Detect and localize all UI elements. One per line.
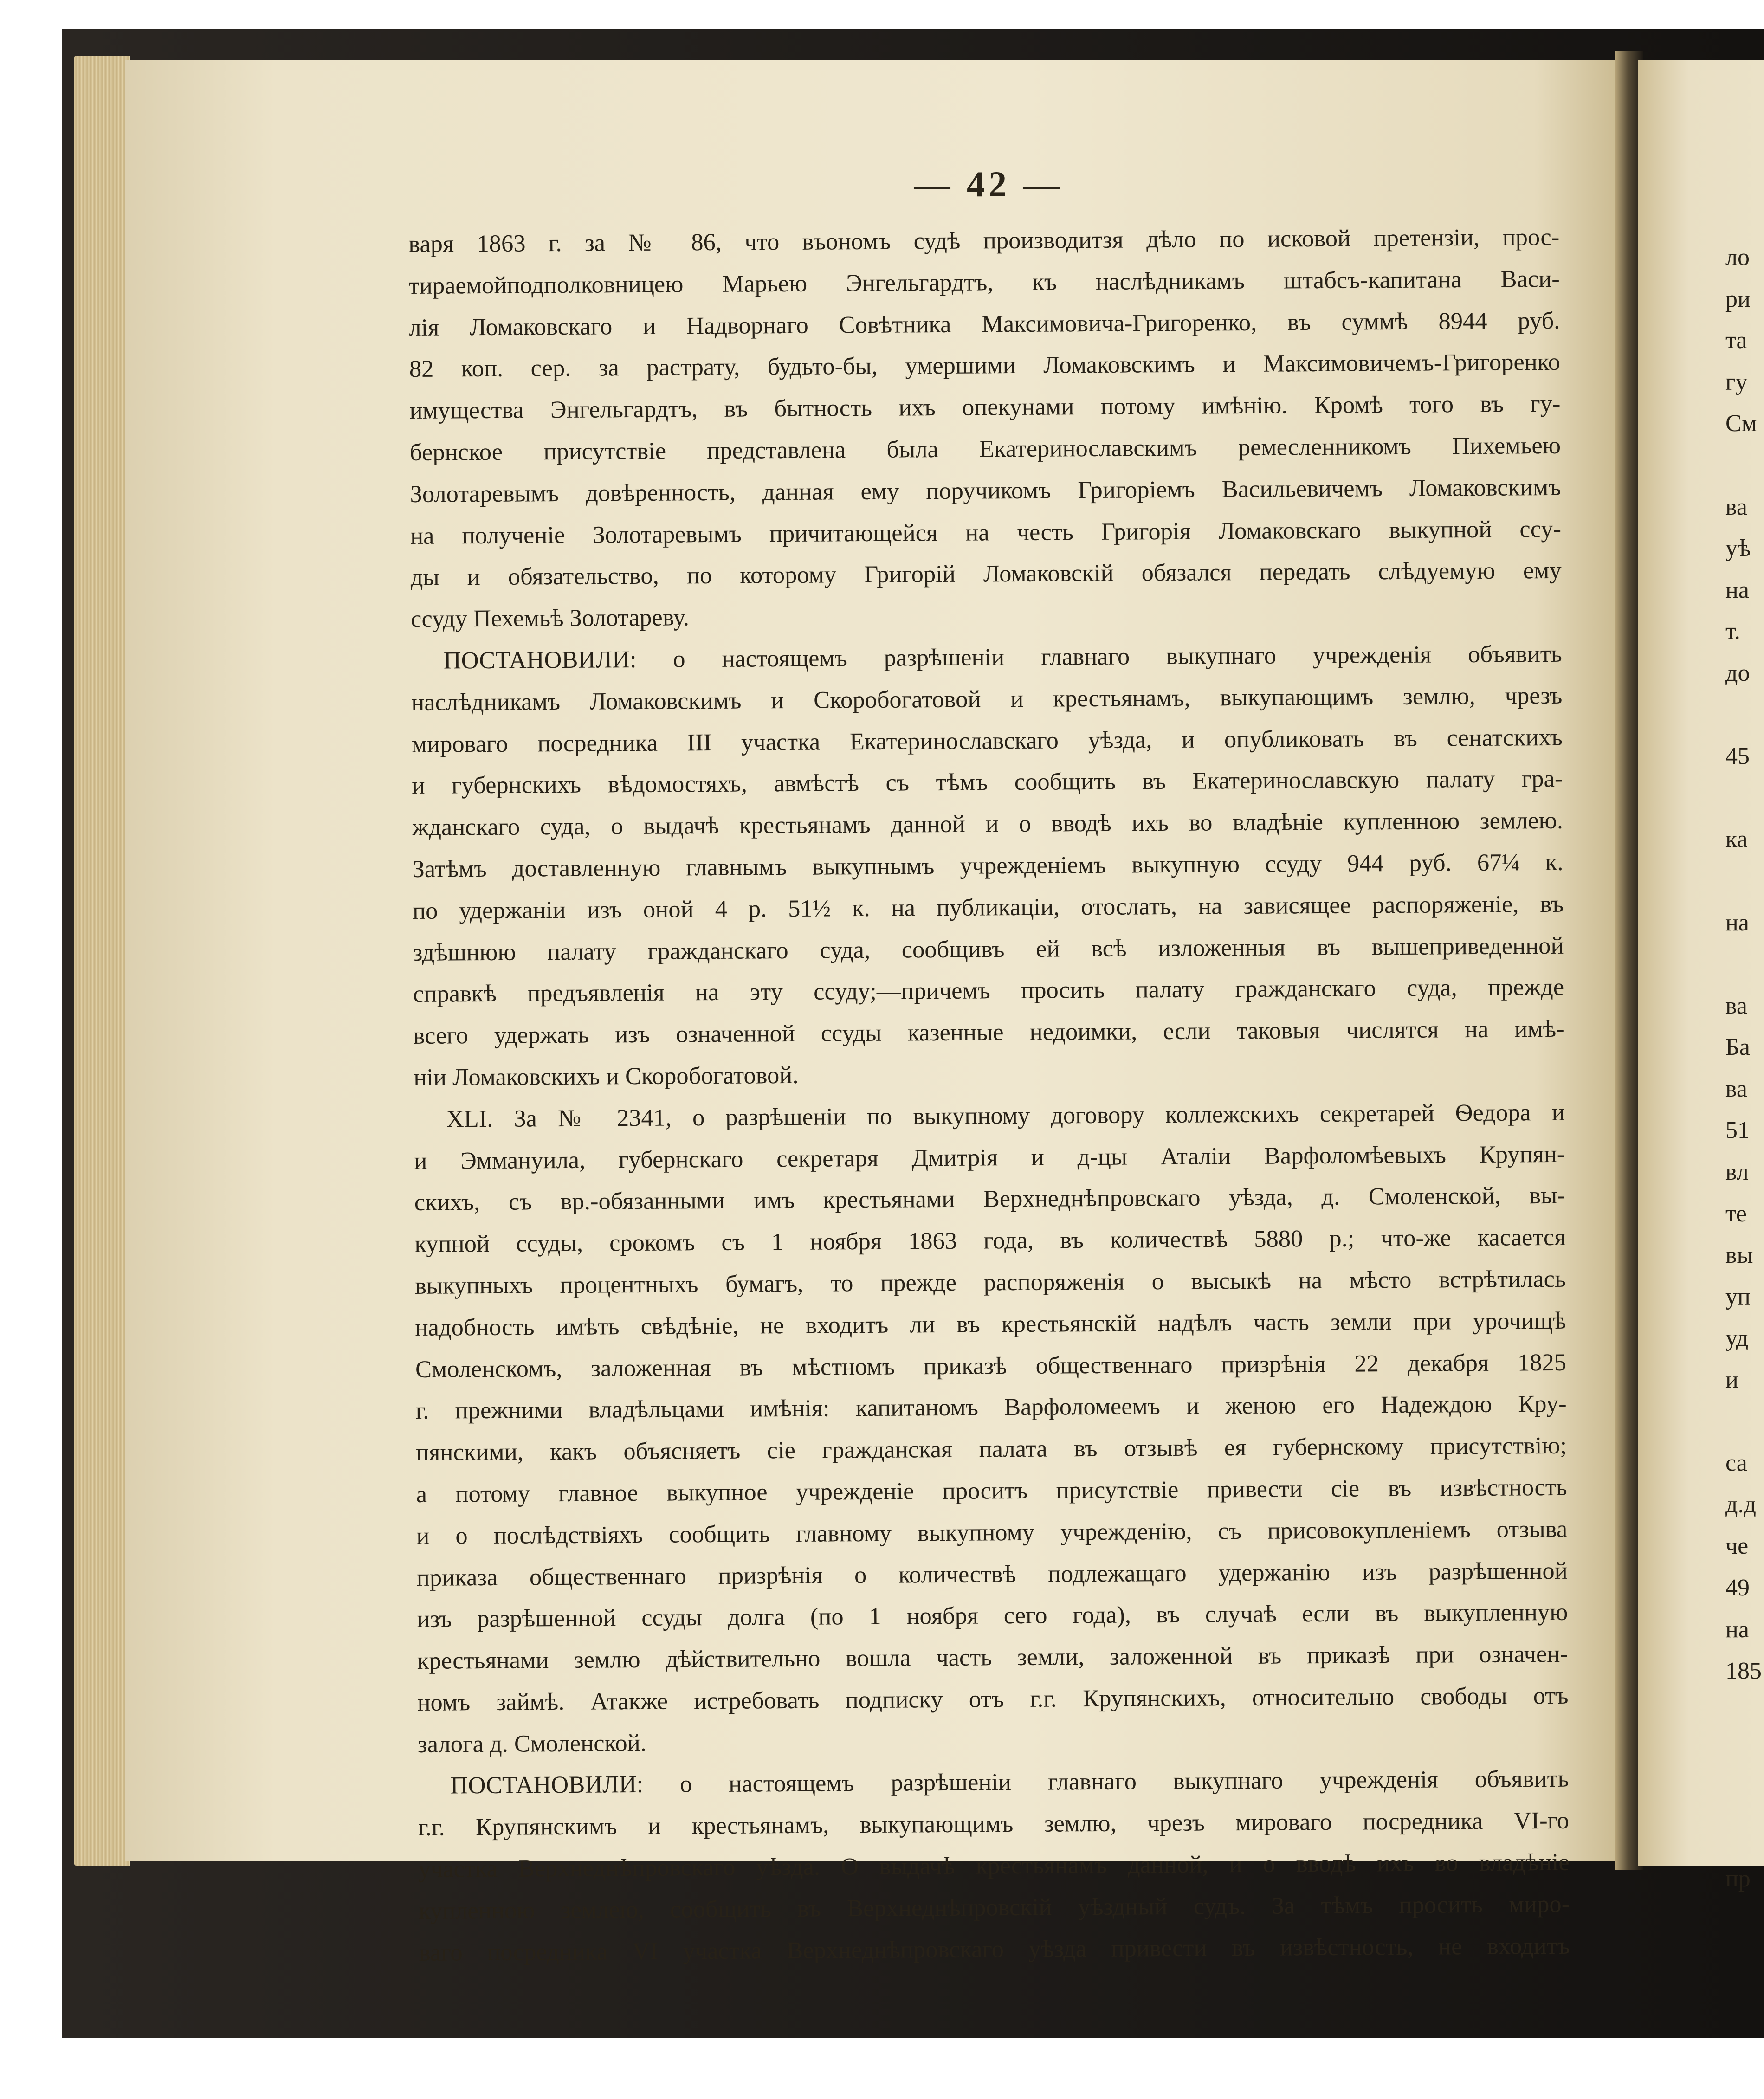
text-line: купленною землею, сообщить въ Верхнеднѣпровскій уѣздный судъ. За тѣмъ просить миро-	[419, 1890, 1570, 1925]
text-line: купной ссуды, срокомъ съ 1 ноября 1863 года, въ количествѣ 5880 р.; что-же касается	[414, 1223, 1566, 1258]
text-line: на полученіе Золотаревымъ причитающейся на честь Григорія Ломаковскаго выкупной ссу-	[410, 515, 1562, 549]
right-page-fragment	[1725, 1733, 1764, 1775]
right-page-fragment: См	[1725, 410, 1757, 437]
right-page-fragment: вл	[1725, 1159, 1749, 1186]
right-page-fragment: т.	[1725, 618, 1740, 645]
text-line: по удержаніи изъ оной 4 р. 51½ к. на публикаціи, отослать, на зависящее распоряженіе, въ	[412, 890, 1564, 924]
text-line: крестьянами землю дѣйствительно вошла часть земли, заложенной въ приказѣ при означен-	[417, 1640, 1569, 1675]
right-page-fragment: ва	[1725, 493, 1747, 520]
text-line: участка Верхнеднѣпровскаго уѣзда. О выдачѣ крестьянамъ данной, и о вводѣ ихъ во владѣніе	[418, 1848, 1570, 1883]
right-page-fragment	[1725, 777, 1764, 819]
text-line: тираемойподполковницею Марьею Энгельгардтъ, къ наслѣдникамъ штабсъ-капитана Васи-	[408, 265, 1560, 299]
right-page-fragment: ва	[1725, 992, 1747, 1019]
text-line: скихъ, съ вр.-обязанными имъ крестьянами Верхнеднѣпровскаго уѣзда, д. Смоленской, вы-	[414, 1182, 1566, 1216]
right-page-fragment: са	[1725, 1450, 1747, 1477]
text-line: пянскими, какъ объясняетъ сіе гражданская палата въ отзывѣ ея губернскому присутствію;	[415, 1432, 1567, 1466]
text-line: ваго посредника VI участка Верхнеднѣпровскаго уѣзда привести въ извѣстность, не входитъ	[419, 1932, 1570, 1966]
right-page-fragment: 185	[1725, 1658, 1762, 1685]
right-page-fragment: те	[1725, 1200, 1747, 1227]
text-line: залога д. Смоленской.	[417, 1729, 647, 1758]
right-page-fragment	[1725, 1775, 1764, 1817]
text-line: ПОСТАНОВИЛИ: о настоящемъ разрѣшеніи главнаго выкупнаго учрежденія объявить	[450, 1765, 1569, 1799]
text-line: ніи Ломаковскихъ и Скоробогатовой.	[414, 1061, 799, 1091]
right-page-fragment: 49	[1725, 1575, 1750, 1601]
right-page-fragment: 45	[1725, 743, 1750, 770]
text-line: ды и обязательство, по которому Григорій Ломаковскій обязался передать слѣдуемую ему	[410, 557, 1562, 591]
right-page-fragment: на	[1725, 1616, 1749, 1643]
page-number: — 42 —	[914, 164, 1063, 204]
right-page-fragment: на	[1725, 576, 1749, 603]
right-page-fragment: Ба	[1725, 1034, 1750, 1061]
right-page-fragment: 51	[1725, 1117, 1750, 1144]
right-page-text-fragments	[1725, 237, 1764, 1900]
right-page-fragment: уѣ	[1725, 535, 1751, 562]
right-page-fragment: уд	[1725, 1325, 1749, 1352]
text-line: номъ займѣ. Атакже истребовать подписку отъ г.г. Крупянскихъ, относительно свободы отъ	[417, 1682, 1569, 1716]
text-line: приказа общественнаго призрѣнія о количествѣ подлежащаго удержанію изъ разрѣшенной	[416, 1557, 1568, 1591]
text-line: 82 коп. сер. за растрату, будьто-бы, умершими Ломаковскимъ и Максимовичемъ-Григоренко	[409, 349, 1561, 383]
right-page-fragment: д.д	[1725, 1491, 1756, 1518]
text-line: а потому главное выкупное учрежденіе проситъ присутствіе привести сіе въ извѣстность	[416, 1473, 1567, 1508]
text-line: выкупныхъ процентныхъ бумагъ, то прежде распоряженія о высыкѣ на мѣсто встрѣтилась	[414, 1265, 1566, 1299]
text-line: и о послѣдствіяхъ сообщить главному выкупному учрежденію, съ присовокупленіемъ отзыва	[416, 1515, 1568, 1550]
text-line: г. прежними владѣльцами имѣнія: капитаномъ Варфоломеемъ и женою его Надеждою Кру-	[415, 1390, 1567, 1425]
text-line: ссуду Пехемьѣ Золотареву.	[411, 604, 690, 633]
text-line: Золотаревымъ довѣренность, данная ему поручикомъ Григоріемъ Васильевичемъ Ломаковскимъ	[410, 473, 1561, 508]
right-page-fragment	[1725, 1692, 1764, 1734]
right-page-fragment: ри	[1725, 285, 1751, 312]
right-page-fragment	[1725, 943, 1764, 985]
page-body-text	[408, 217, 1570, 1974]
text-line: варя 1863 г. за № 86, что въономъ судѣ производитзя дѣло по исковой претензіи, прос-	[408, 223, 1560, 258]
right-page-fragment: че	[1725, 1533, 1749, 1560]
right-page-fragment: уп	[1725, 1283, 1751, 1310]
right-page-fragment: ло	[1725, 244, 1750, 271]
right-page-fragment: гу	[1725, 368, 1748, 395]
text-line: лія Ломаковскаго и Надворнаго Совѣтника Максимовича-Григоренко, въ суммѣ 8944 руб.	[409, 307, 1560, 341]
text-line: имущества Энгельгардтъ, въ бытность ихъ опекунами потому имѣнію. Кромѣ того въ гу-	[409, 390, 1561, 425]
right-page-fragment: ка	[1725, 826, 1748, 853]
text-line: бернское присутствіе представлена была Екатеринославскимъ ремесленникомъ Пихемьею	[409, 432, 1561, 466]
text-line: надобность имѣть свѣдѣніе, не входитъ ли въ крестьянскій надѣлъ часть земли при урочищѣ	[415, 1307, 1566, 1341]
right-page-fragment	[1725, 1401, 1764, 1443]
right-page-fragment	[1725, 694, 1764, 736]
right-page-fragment	[1725, 445, 1764, 486]
right-page-fragment	[1725, 1817, 1764, 1859]
right-page-fragment	[1725, 860, 1764, 902]
page-edges	[74, 56, 130, 1866]
text-line: XLI. За № 2341, о разрѣшеніи по выкупному договору коллежскихъ секретарей Ѳедора и	[446, 1098, 1565, 1133]
text-line: жданскаго суда, о выдачѣ крестьянамъ данной и о вводѣ ихъ во владѣніе купленною землею.	[412, 807, 1564, 841]
right-page-fragment: ва	[1725, 1075, 1747, 1102]
right-page-fragment: на	[1725, 909, 1749, 936]
text-line: здѣшнюю палату гражданскаго суда, сообщивъ ей всѣ изложенныя въ вышеприведенной	[413, 932, 1564, 966]
right-page-fragment: пр	[1725, 1866, 1751, 1892]
text-line: справкѣ предъявленія на эту ссуду;—причемъ просить палату гражданскаго суда, прежде	[413, 974, 1564, 1008]
right-page-fragment: до	[1725, 659, 1750, 686]
text-line: изъ разрѣшенной ссуды долга (по 1 ноября сего года), въ случаѣ если въ выкупленную	[417, 1599, 1568, 1633]
text-line: Затѣмъ доставленную главнымъ выкупнымъ учрежденіемъ выкупную ссуду 944 руб. 67¼ к.	[412, 848, 1564, 883]
text-line: всего удержать изъ означенной ссуды казенные недоимки, если таковыя числятся на имѣ-	[413, 1015, 1564, 1050]
right-page-fragment: и	[1725, 1367, 1738, 1394]
text-line: и Эммануила, губернскаго секретаря Дмитрія и д-цы Аталіи Варфоломѣевыхъ Крупян-	[414, 1140, 1565, 1175]
text-line: ПОСТАНОВИЛИ: о настоящемъ разрѣшеніи главнаго выкупнаго учрежденія объявить	[443, 640, 1562, 674]
text-line: Смоленскомъ, заложенная въ мѣстномъ приказѣ общественнаго призрѣнія 22 декабря 1825	[415, 1349, 1567, 1383]
text-line: наслѣдникамъ Ломаковскимъ и Скоробогатовой и крестьянамъ, выкупающимъ землю, чрезъ	[411, 682, 1563, 716]
text-line: и губернскихъ вѣдомостяхъ, авмѣстѣ съ тѣмъ сообщить въ Екатеринославскую палату гра-	[412, 765, 1563, 800]
right-page-fragment: та	[1725, 327, 1747, 354]
text-line: г.г. Крупянскимъ и крестьянамъ, выкупающимъ землю, чрезъ мироваго посредника VI-го	[418, 1807, 1570, 1841]
text-line: мироваго посредника III участка Екатеринославскаго уѣзда, и опубликовать въ сенатскихъ	[411, 723, 1563, 758]
right-page-fragment: вы	[1725, 1242, 1753, 1269]
